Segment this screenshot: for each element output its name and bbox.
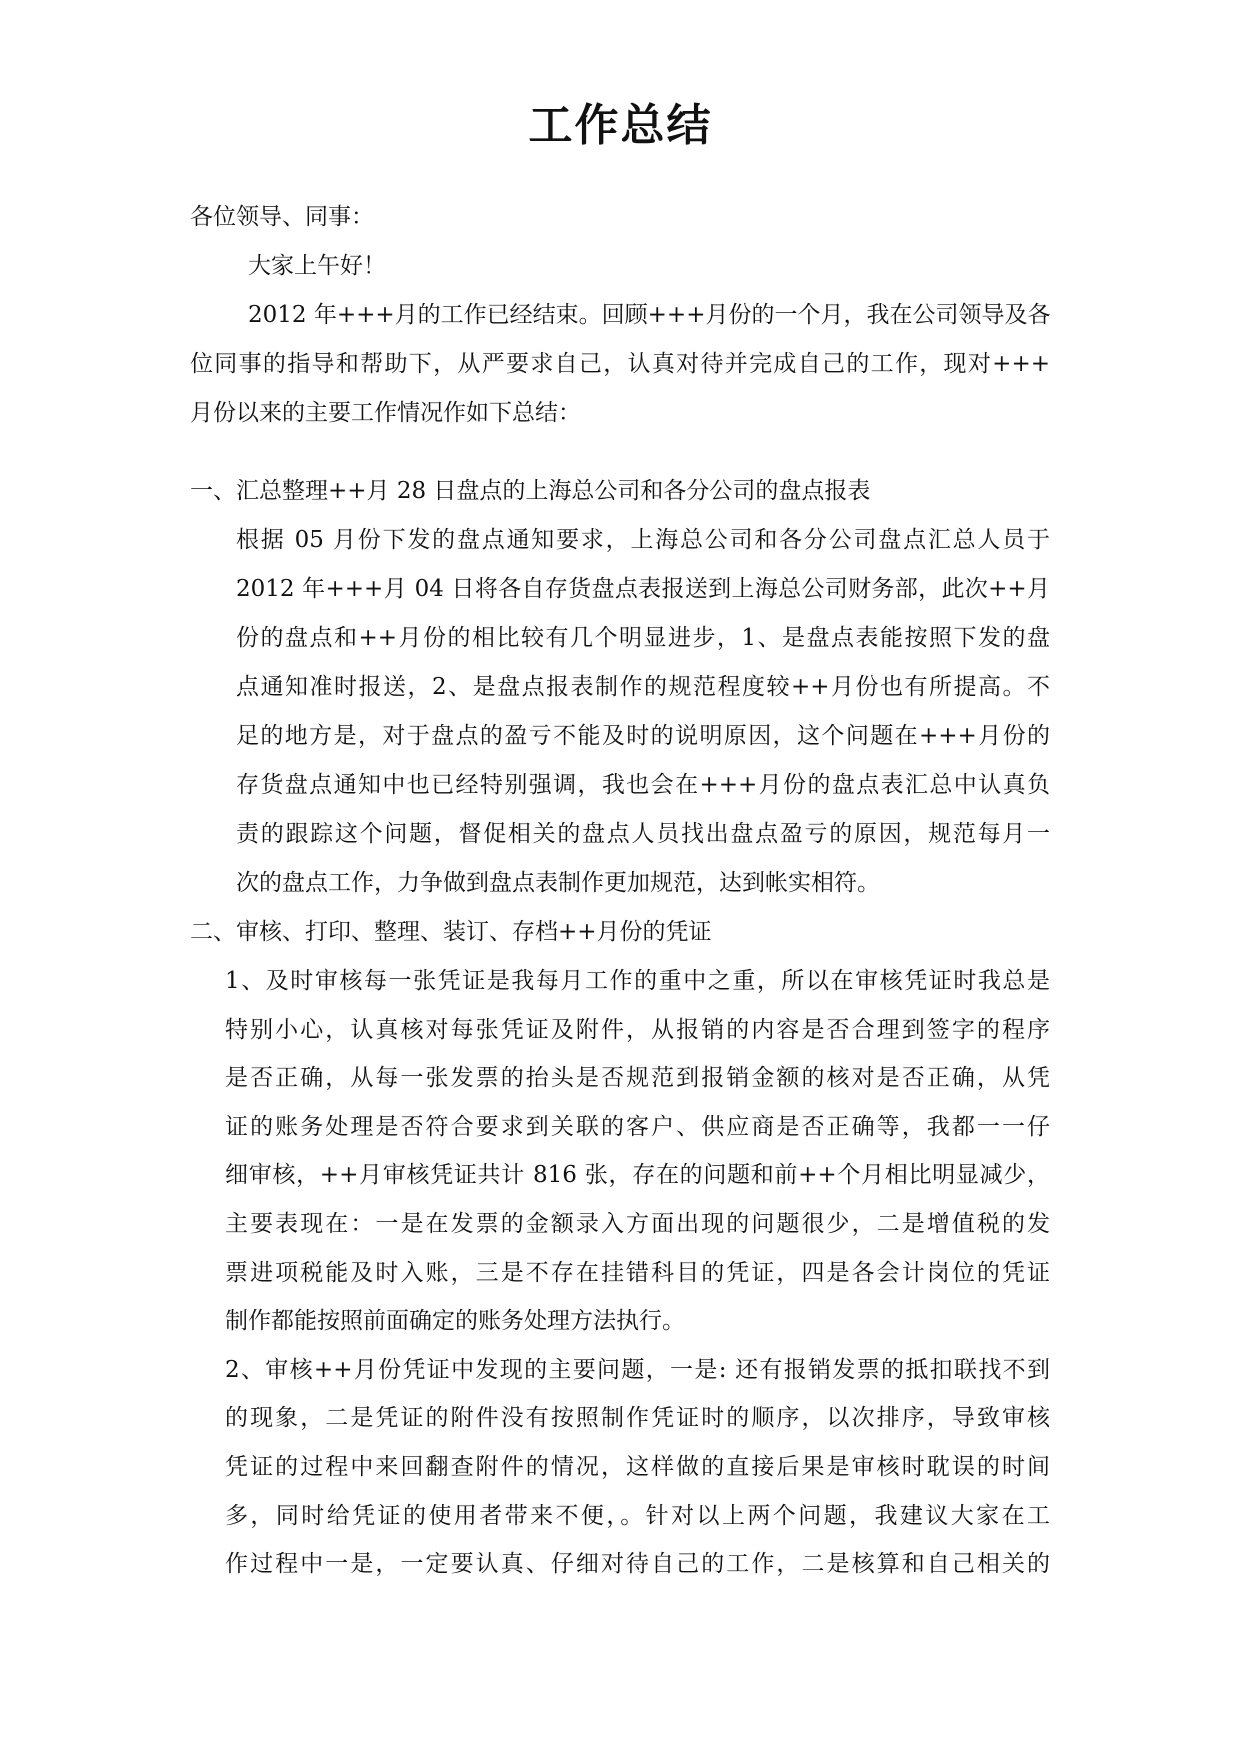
- paragraph-line: 存货盘点通知中也已经特别强调，我也会在+++月份的盘点表汇总中认真负: [236, 772, 1050, 798]
- document-body: [190, 193, 1050, 1589]
- paragraph-line: 作过程中一是，一定要认真、仔细对待自己的工作，二是核算和自己相关的: [225, 1551, 1050, 1578]
- section-1: [190, 467, 1050, 908]
- paragraph-line: 1、及时审核每一张凭证是我每月工作的重中之重，所以在审核凭证时我总是: [225, 968, 1050, 994]
- paragraph-line: 证的账务处理是否符合要求到关联的客户、供应商是否正确等，我都一一仔: [225, 1113, 1050, 1140]
- paragraph-line: 足的地方是，对于盘点的盈亏不能及时的说明原因，这个问题在+++月份的: [236, 723, 1050, 749]
- section-2-item-1: [190, 957, 1050, 1346]
- paragraph-line: 的现象，二是凭证的附件没有按照制作凭证时的顺序，以次排序，导致审核: [225, 1405, 1050, 1432]
- paragraph-line: 份的盘点和++月份的相比较有几个明显进步，1、是盘点表能按照下发的盘: [236, 625, 1050, 651]
- paragraph-line: 制作都能按照前面确定的账务处理方法执行。: [225, 1308, 685, 1335]
- paragraph-line: 根据 05 月份下发的盘点通知要求，上海总公司和各分公司盘点汇总人员于: [236, 527, 1050, 553]
- section-heading: 一、汇总整理++月 28 日盘点的上海总公司和各分公司的盘点报表: [190, 478, 871, 504]
- intro-paragraph: [190, 291, 1050, 438]
- section-heading: 二、审核、打印、整理、装订、存档++月份的凭证: [190, 919, 712, 945]
- document-title: 工作总结: [528, 100, 713, 151]
- paragraph-line: 凭证的过程中来回翻查附件的情况，这样做的直接后果是审核时耽误的时间: [225, 1453, 1050, 1480]
- section-1-paragraph: [190, 516, 1050, 908]
- paragraph-line: 次的盘点工作，力争做到盘点表制作更加规范，达到帐实相符。: [236, 870, 880, 896]
- paragraph-line: 2012 年+++月 04 日将各自存货盘点表报送到上海总公司财务部，此次++月: [236, 576, 1050, 602]
- paragraph-line: 月份以来的主要工作情况作如下总结：: [190, 400, 581, 426]
- salutation: 各位领导、同事：: [190, 204, 374, 230]
- paragraph-line: 主要表现在：一是在发票的金额录入方面出现的问题很少，二是增值税的发: [225, 1210, 1050, 1237]
- section-2: [190, 908, 1050, 1589]
- greeting: 大家上午好！: [248, 253, 386, 279]
- paragraph-line: 2、审核++月份凭证中发现的主要问题，一是: 还有报销发票的抵扣联找不到: [225, 1356, 1050, 1383]
- paragraph-line: 多，同时给凭证的使用者带来不便，。针对以上两个问题，我建议大家在工: [225, 1502, 1050, 1529]
- paragraph-line: 责的跟踪这个问题，督促相关的盘点人员找出盘点盈亏的原因，规范每月一: [236, 821, 1050, 847]
- paragraph-line: 2012 年+++月的工作已经结束。回顾+++月份的一个月，我在公司领导及各: [248, 302, 1051, 328]
- section-2-item-2: [190, 1346, 1050, 1589]
- paragraph-line: 是否正确，从每一张发票的抬头是否规范到报销金额的核对是否正确，从凭: [225, 1065, 1050, 1092]
- paragraph-line: 细审核，++月审核凭证共计 816 张，存在的问题和前++个月相比明显减少，: [225, 1162, 1050, 1189]
- paragraph-line: 票进项税能及时入账，三是不存在挂错科目的凭证，四是各会计岗位的凭证: [225, 1259, 1050, 1286]
- paragraph-line: 特别小心，认真核对每张凭证及附件，从报销的内容是否合理到签字的程序: [225, 1016, 1050, 1043]
- paragraph-line: 点通知准时报送，2、是盘点报表制作的规范程度较++月份也有所提高。不: [236, 674, 1050, 700]
- paragraph-line: 位同事的指导和帮助下，从严要求自己，认真对待并完成自己的工作，现对+++: [190, 351, 1050, 377]
